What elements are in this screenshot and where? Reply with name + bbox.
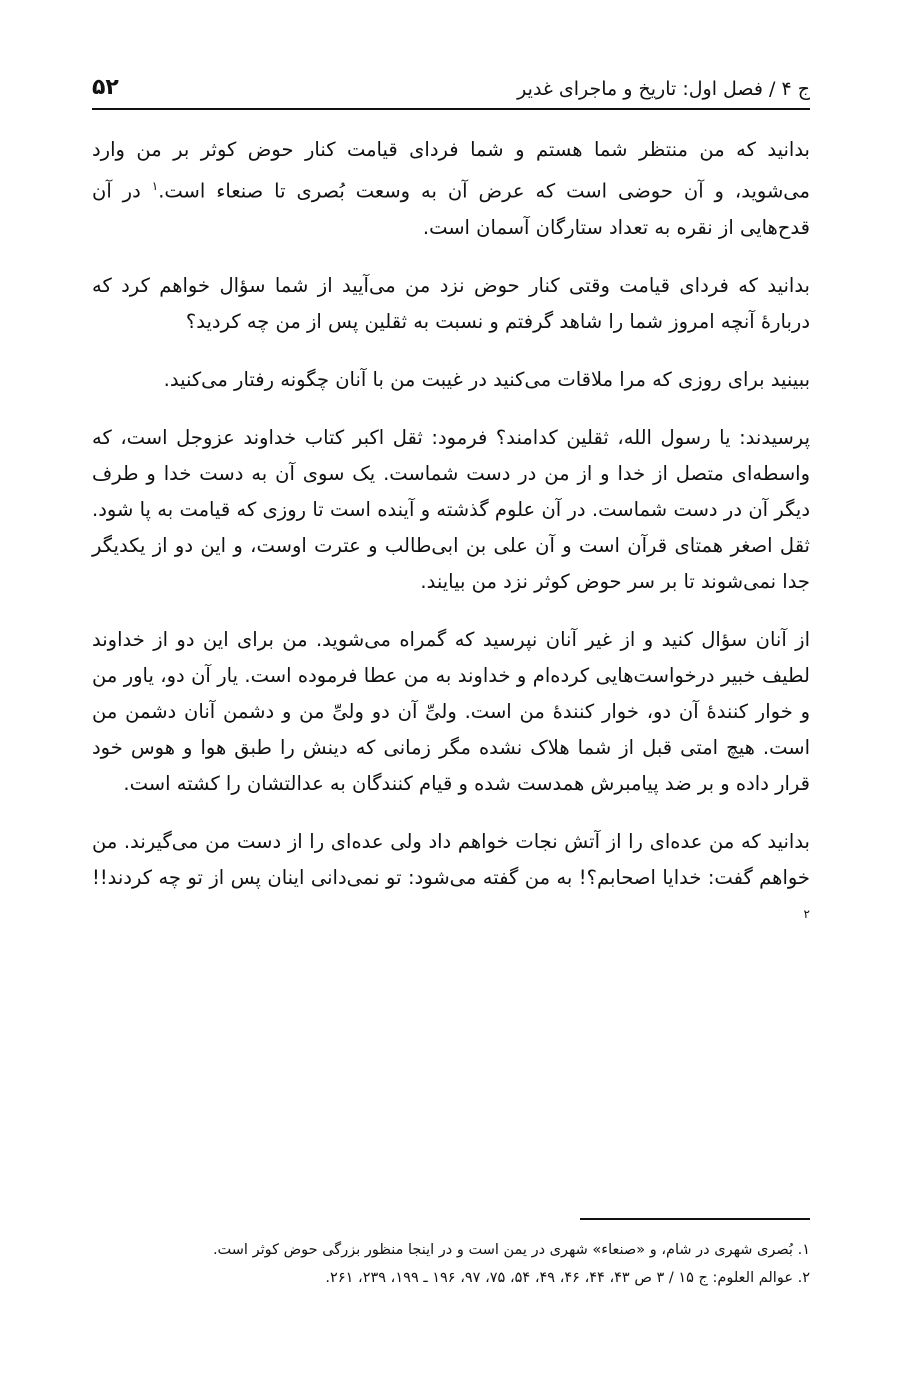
paragraph-4: پرسیدند: یا رسول الله، ثقلین کدامند؟ فرمود: ثقل اکبر کتاب خداوند عزوجل است، که واسطه‌ای متصل از خدا و از من در دست شماست. یک سوی آن به دست خدا و طرف دیگر آن در دست شماست. در آن علوم گذشته و آینده است تا روزی که قیامت به پا شود. ثقل اصغر همتای قرآن است و آن علی بن ابی‌طالب و عترت اوست، و این دو از یکدیگر جدا نمی‌شوند تا بر سر حوض کوثر نزد من بیایند. [92,425,810,593]
footnote-1: ۱. بُصری شهری در شام، و «صنعاء» شهری در یمن است و در اینجا منظور بزرگی حوض کوثر است. [212,1242,810,1258]
footnote-ref-2[interactable]: ۲ [803,906,810,921]
paragraph-6: بدانید که من عده‌ای را از آتش نجات خواهم داد ولی عده‌ای را از دست من می‌گیرند. من خواهم گفت: خدایا اصحابم؟! به من گفته می‌شود: تو نمی‌دانی اینان پس از تو چه کردند!!$^۲$ [92,829,810,921]
footnote-ref-1[interactable]: ۱ [151,179,159,193]
footnote-2: ۲. عوالم العلوم: ج ۱۵ / ۳ ص ۴۳، ۴۴، ۴۶، ۴۹، ۵۴، ۷۵، ۹۷، ۱۹۶ ـ ۱۹۹، ۲۳۹، ۲۶۱. [325,1270,810,1286]
running-title: ج ۴ / فصل اول: تاریخ و ماجرای غدیر [517,78,810,100]
paragraph-5: از آنان سؤال کنید و از غیر آنان نپرسید که گمراه می‌شوید. من برای این دو از خداوند لطیف خبیر درخواست‌هایی کرده‌ام و خداوند به من عطا فرموده است. یار آن دو، یاور من و خوار کنندهٔ آن دو، خوار کنندهٔ من است. ولیِّ آن دو ولیِّ من و دشمن آنان دشمن من است. هیچ امتی قبل از شما هلاک نشده مگر زمانی که دینش را طبق هوا و هوس خود قرار داده و بر ضد پیامبرش همدست شده و قیام کنندگان به عدالتشان را کشته است. [92,627,810,795]
page-header [92,60,810,110]
page-number: ۵۲ [92,75,119,100]
footnote-divider [580,1218,810,1220]
body-text [92,132,810,937]
paragraph-1: بدانید که من منتظر شما هستم و شما فردای قیامت کنار حوض کوثر بر من وارد می‌شوید، و آن حوضی است که عرض آن به وسعت بُصری تا صنعاء است.$^۱$ در آن قدح‌هایی از نقره به تعداد ستارگان آسمان است. [92,138,810,239]
footnotes [92,1236,810,1292]
paragraph-2: بدانید که فردای قیامت وقتی کنار حوض نزد من می‌آیید از شما سؤال خواهم کرد که دربارهٔ آنچه امروز شما را شاهد گرفتم و نسبت به ثقلین پس از من چه کردید؟ [92,273,810,333]
book-page [92,60,810,959]
paragraph-3: ببینید برای روزی که مرا ملاقات می‌کنید در غیبت من با آنان چگونه رفتار می‌کنید. [163,367,810,391]
